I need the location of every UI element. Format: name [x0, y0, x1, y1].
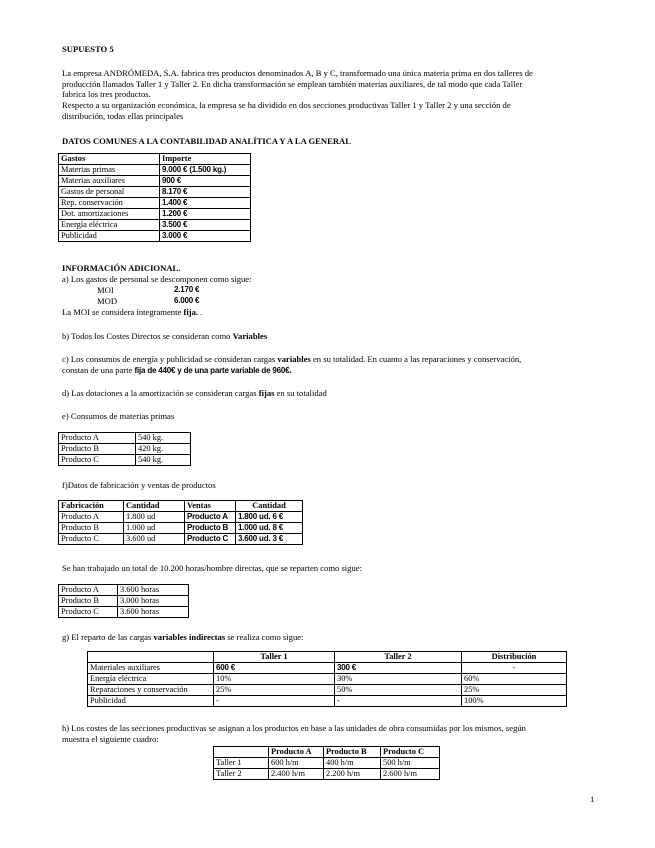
- table-header-cell: Taller 2: [335, 652, 462, 663]
- item-c: [62, 354, 602, 376]
- table-cell: 30%: [335, 674, 462, 685]
- table-cell: Materiales auxiliares: [88, 663, 214, 674]
- table-cell: 1.800 ud. 6 €: [236, 512, 303, 523]
- table-row: [59, 512, 303, 523]
- table-header-cell: [88, 652, 214, 663]
- table-cell: 400 h/m: [324, 758, 381, 769]
- table-cell: 3.600 horas: [118, 585, 189, 596]
- table-header-cell: Gastos: [59, 154, 160, 165]
- table-header-row: [214, 747, 440, 758]
- table-cell: 300 €: [335, 663, 462, 674]
- table-row: [59, 209, 251, 220]
- table-cell: 50%: [335, 685, 462, 696]
- table-cell: Energía eléctrica: [88, 674, 214, 685]
- table-header-cell: Ventas: [185, 501, 236, 512]
- item-bold: Variables: [232, 331, 268, 341]
- table-cell: Producto C: [185, 534, 236, 545]
- additional-info-heading: INFORMACIÓN ADICIONAL.: [62, 263, 181, 273]
- table-cell: 1.400 €: [160, 198, 251, 209]
- item-line: [62, 365, 602, 376]
- item-line: h) Los costes de las secciones productivas se asignan a los productos en base a las unidades de obra consumidas por los mismos, según: [62, 723, 526, 733]
- mod-value: 6.000 €: [174, 296, 200, 305]
- table-header-cell: Importe: [160, 154, 251, 165]
- table-row: [59, 523, 303, 534]
- table-row: [88, 696, 567, 707]
- table-row: [214, 769, 440, 780]
- item-a-text: a) Los gastos de personal se descomponen como sigue:: [62, 274, 252, 284]
- table-row: [59, 433, 191, 444]
- table-row: [59, 176, 251, 187]
- item-text: en su totalidad: [274, 388, 327, 398]
- table-cell: -: [214, 696, 335, 707]
- table-row: [59, 165, 251, 176]
- table-header-cell: Fabricación: [59, 501, 124, 512]
- note-text: La MOI se considera íntegramente: [62, 307, 184, 317]
- table-cell: 9.000 € (1.500 kg.): [160, 165, 251, 176]
- item-text: se realiza como sigue:: [225, 632, 304, 642]
- item-bold: fijas: [258, 388, 275, 398]
- table-cell: Dot. amortizaciones: [59, 209, 160, 220]
- table-cell: -: [462, 663, 567, 674]
- item-text: g) El reparto de las cargas: [62, 632, 154, 642]
- table-cell: 1.200 €: [160, 209, 251, 220]
- table-row: [88, 663, 567, 674]
- table-cell: 3.500 €: [160, 220, 251, 231]
- item-d: [62, 388, 327, 399]
- item-text: b) Todos los Costes Directos se consideran como: [62, 331, 233, 341]
- item-text: c) Los consumos de energía y publicidad se consideran cargas: [62, 354, 278, 364]
- raw-materials-table: [58, 432, 191, 466]
- note-bold: fija.: [183, 307, 199, 317]
- table-cell: Producto C: [59, 607, 118, 618]
- table-header-cell: [214, 747, 269, 758]
- table-header-cell: Distribución: [462, 652, 567, 663]
- table-cell: 2.200 h/m: [324, 769, 381, 780]
- table-header-row: [59, 154, 251, 165]
- gastos-table: [58, 153, 251, 242]
- table-row: [88, 685, 567, 696]
- table-cell: Producto A: [59, 512, 124, 523]
- item-bold: variables indirectas: [153, 632, 226, 642]
- table-cell: Rep. conservación: [59, 198, 160, 209]
- table-cell: 1.000 ud. 8 €: [236, 523, 303, 534]
- table-cell: Producto B: [59, 596, 118, 607]
- table-cell: Materias primas: [59, 165, 160, 176]
- table-cell: Producto C: [59, 534, 124, 545]
- table-cell: Taller 1: [214, 758, 269, 769]
- table-row: [59, 596, 189, 607]
- intro-line: distribución, todas ellas principales: [62, 110, 184, 121]
- item-e-text: e) Consumos de materias primas: [62, 411, 175, 421]
- table-cell: 3.000 €: [160, 231, 251, 242]
- item-line: muestra el siguiente cuadro:: [62, 733, 159, 744]
- table-cell: 3.000 horas: [118, 596, 189, 607]
- item-bold: fija de 440€ y de una parte variable de 960€.: [134, 365, 292, 375]
- hours-table: [58, 584, 189, 618]
- table-cell: 100%: [462, 696, 567, 707]
- table-cell: 900 €: [160, 176, 251, 187]
- table-cell: Producto A: [59, 433, 136, 444]
- table-cell: 540 kg.: [136, 433, 191, 444]
- table-cell: Producto A: [185, 512, 236, 523]
- table-header-row: [88, 652, 567, 663]
- table-cell: Reparaciones y conservación: [88, 685, 214, 696]
- moi-note: [62, 307, 202, 318]
- table-header-cell: Cantidad: [236, 501, 303, 512]
- table-cell: 3.600 ud: [124, 534, 185, 545]
- table-cell: 600 €: [214, 663, 335, 674]
- table-row: [59, 220, 251, 231]
- table-row: [59, 187, 251, 198]
- table-row: [59, 455, 191, 466]
- common-data-heading: DATOS COMUNES A LA CONTABILIDAD ANALÍTICA Y A LA GENERAL: [62, 136, 351, 146]
- production-sales-table: [58, 500, 303, 545]
- table-cell: 1.800 ud: [124, 512, 185, 523]
- table-cell: 420 kg.: [136, 444, 191, 455]
- indirect-charges-table: [87, 651, 567, 707]
- table-cell: Taller 2: [214, 769, 269, 780]
- table-cell: 540 kg.: [136, 455, 191, 466]
- hours-text: Se han trabajado un total de 10.200 horas/hombre directas, que se reparten como sigue:: [62, 563, 362, 573]
- table-cell: Publicidad: [88, 696, 214, 707]
- intro-line: Respecto a su organización económica, la empresa se ha dividido en dos secciones productivas Taller 1 y Taller 2 y una sección de: [62, 100, 511, 111]
- item-g: [62, 632, 303, 643]
- item-b: [62, 331, 267, 342]
- item-text: constan de una parte: [62, 364, 135, 375]
- table-cell: 25%: [462, 685, 567, 696]
- intro-line: producción llamados Taller 1 y Taller 2. En dicha transformación se emplean también materias auxiliares, de tal modo que cada Taller: [62, 78, 523, 89]
- table-cell: Producto B: [185, 523, 236, 534]
- table-row: [59, 444, 191, 455]
- table-row: [59, 198, 251, 209]
- table-header-cell: Taller 1: [214, 652, 335, 663]
- table-header-cell: Cantidad: [124, 501, 185, 512]
- item-f-text: f)Datos de fabricación y ventas de productos: [62, 480, 216, 490]
- table-row: [59, 534, 303, 545]
- table-row: [59, 607, 189, 618]
- mod-label: MOD: [97, 296, 118, 306]
- work-units-table: [213, 746, 440, 780]
- moi-value: 2.170 €: [174, 285, 200, 294]
- table-header-row: [59, 501, 303, 512]
- table-header-cell: Producto A: [269, 747, 324, 758]
- table-cell: 1.000 ud: [124, 523, 185, 534]
- table-cell: Materias auxiliares: [59, 176, 160, 187]
- table-cell: 3.600 ud. 3 €: [236, 534, 303, 545]
- table-row: [214, 758, 440, 769]
- table-header-cell: Producto C: [381, 747, 440, 758]
- table-cell: 60%: [462, 674, 567, 685]
- table-cell: 3.600 horas: [118, 607, 189, 618]
- table-cell: 2.600 h/m: [381, 769, 440, 780]
- item-text: d) Las dotaciones a la amortización se consideran cargas: [62, 388, 259, 398]
- table-cell: Producto B: [59, 444, 136, 455]
- table-cell: 2.400 h/m: [269, 769, 324, 780]
- table-cell: Producto B: [59, 523, 124, 534]
- table-cell: 600 h/m: [269, 758, 324, 769]
- table-cell: 10%: [214, 674, 335, 685]
- moi-label: MOI: [97, 285, 114, 295]
- page-number: 1: [590, 794, 595, 804]
- intro-line: La empresa ANDRÓMEDA, S.A. fabrica tres productos denominados A, B y C, transformado una única materia prima en dos talleres de: [62, 68, 533, 78]
- intro-paragraph: [62, 68, 602, 122]
- item-bold: variables: [277, 354, 311, 364]
- table-cell: Gastos de personal: [59, 187, 160, 198]
- intro-line: fabrica los tres productos.: [62, 89, 151, 100]
- item-h: [62, 723, 602, 744]
- item-text: en su totalidad. En cuanto a las reparaciones y conservación,: [310, 354, 522, 364]
- note-text: .: [198, 307, 203, 317]
- table-cell: Energía eléctrica: [59, 220, 160, 231]
- table-cell: -: [335, 696, 462, 707]
- table-cell: 500 h/m: [381, 758, 440, 769]
- table-cell: 8.170 €: [160, 187, 251, 198]
- table-cell: Producto C: [59, 455, 136, 466]
- table-row: [59, 231, 251, 242]
- table-header-cell: Producto B: [324, 747, 381, 758]
- table-row: [59, 585, 189, 596]
- item-line: [62, 354, 602, 365]
- table-cell: 25%: [214, 685, 335, 696]
- table-cell: Producto A: [59, 585, 118, 596]
- page-title: SUPUESTO 5: [62, 44, 114, 54]
- table-cell: Publicidad: [59, 231, 160, 242]
- table-row: [88, 674, 567, 685]
